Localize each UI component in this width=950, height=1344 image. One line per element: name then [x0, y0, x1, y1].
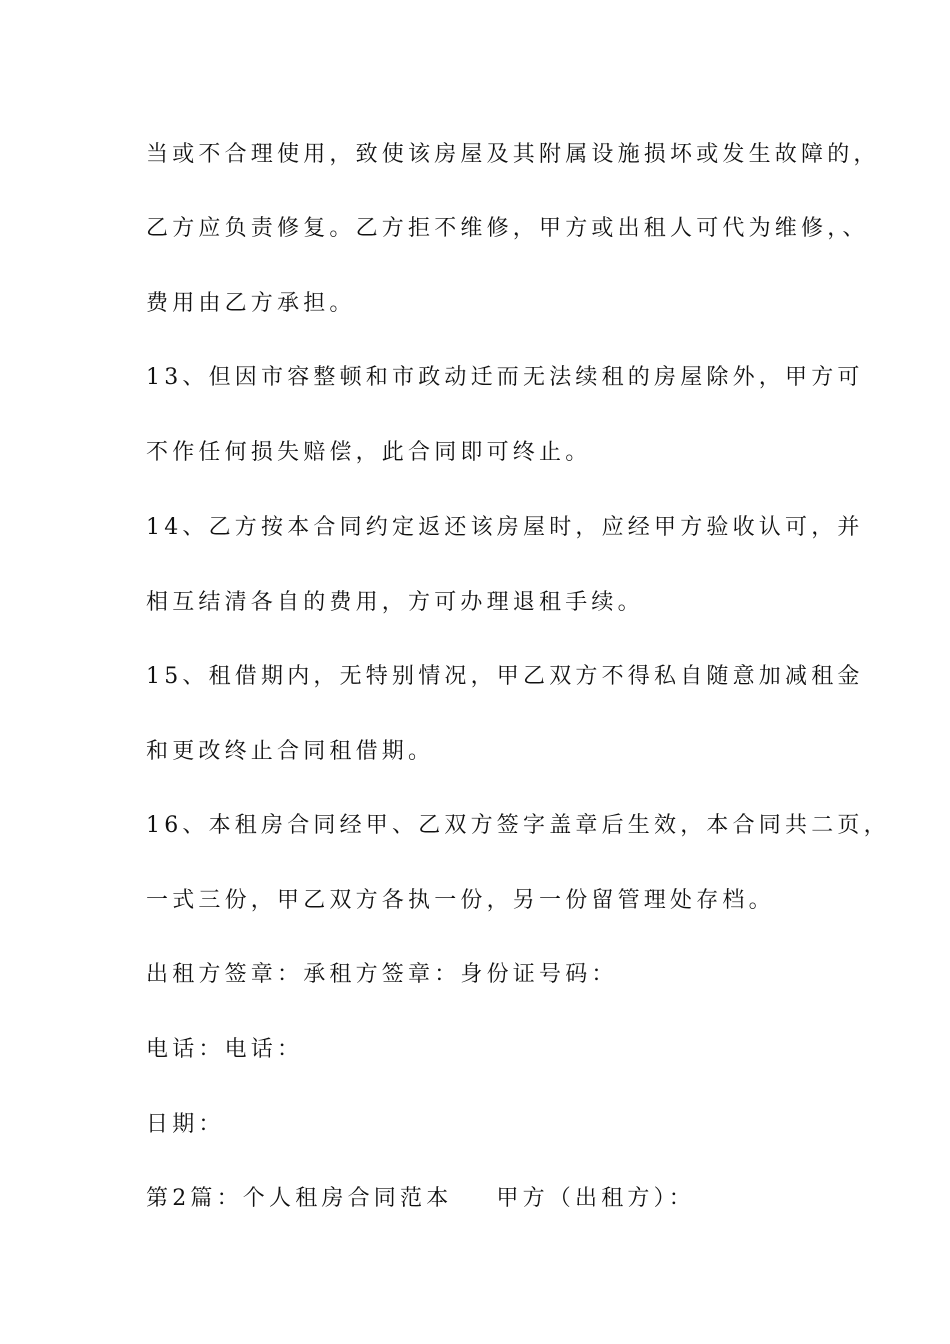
date-line: 日期： — [146, 1112, 225, 1137]
signature-line: 出租方签章：承租方签章：身份证号码： — [146, 962, 618, 987]
clause-16-line: 16、本租房合同经甲、乙双方签字盖章后生效，本合同共二页， — [146, 813, 890, 838]
section-title: 第2篇：个人租房合同范本 — [146, 1186, 453, 1211]
party-a-label: 甲方（出租方）： — [496, 1186, 696, 1211]
text-line: 当或不合理使用，致使该房屋及其附属设施损坏或发生故障的， — [146, 142, 880, 167]
clause-13-line: 13、但因市容整顿和市政动迁而无法续租的房屋除外，甲方可 — [146, 365, 864, 390]
text-line: 一式三份，甲乙双方各执一份，另一份留管理处存档。 — [146, 888, 775, 913]
text-line: 和更改终止合同租借期。 — [146, 739, 435, 764]
clause-15-line: 15、租借期内，无特别情况，甲乙双方不得私自随意加减租金 — [146, 664, 864, 689]
text-line: 相互结清各自的费用，方可办理退租手续。 — [146, 590, 644, 615]
text-line: 费用由乙方承担。 — [146, 291, 356, 316]
text-line: 不作任何损失赔偿，此合同即可终止。 — [146, 440, 592, 465]
phone-line: 电话：电话： — [146, 1037, 304, 1062]
clause-14-line: 14、乙方按本合同约定返还该房屋时，应经甲方验收认可，并 — [146, 515, 864, 540]
section-heading-line — [146, 1184, 836, 1214]
text-line: 乙方应负责修复。乙方拒不维修，甲方或出租人可代为维修，、 — [146, 216, 869, 241]
